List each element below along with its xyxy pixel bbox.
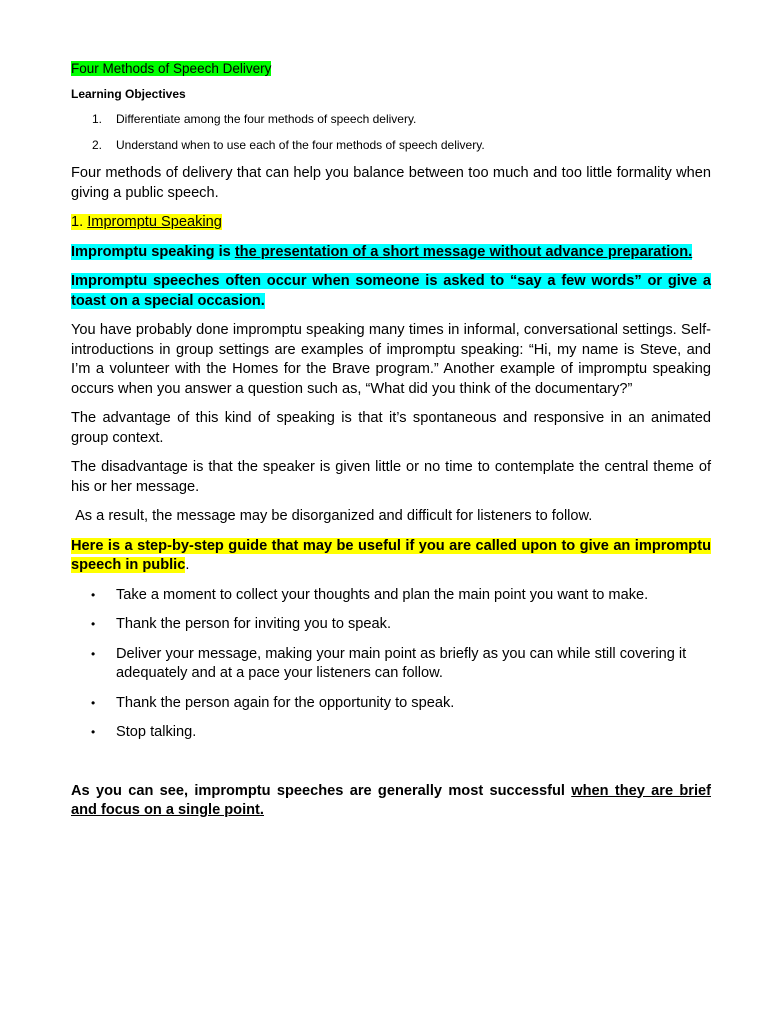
list-item xyxy=(71,112,711,127)
list-number: 2. xyxy=(92,138,103,152)
learning-objectives-heading: Learning Objectives xyxy=(71,87,186,101)
section-heading xyxy=(71,213,711,233)
occurrence-paragraph xyxy=(71,272,711,311)
list-item-text: Stop talking. xyxy=(116,724,197,740)
guide-intro-paragraph xyxy=(71,537,711,576)
steps-list xyxy=(71,586,711,743)
conclusion-end: . xyxy=(259,802,264,818)
body-paragraph: As a result, the message may be disorganized and difficult for listeners to follow. xyxy=(71,508,593,524)
section-title: Impromptu Speaking xyxy=(87,214,222,230)
list-item-text: Differentiate among the four methods of speech delivery. xyxy=(116,112,417,126)
definition-highlight xyxy=(71,244,692,260)
list-item-text: Thank the person for inviting you to speak. xyxy=(116,616,392,632)
body-paragraph: You have probably done impromptu speaking many times in informal, conversational settings. Self-introductions in group settings are examples of impromptu speaking: “Hi, my name is Steve, and I’m a volunteer with the Homes for the Brave program.” Another example of impromptu speaking occurs when you answer a question such as, “What did you think of the documentary?” xyxy=(71,322,711,397)
guide-intro-end: . xyxy=(185,557,190,573)
definition-lead: Impromptu speaking is xyxy=(71,243,235,260)
section-number: 1. xyxy=(71,214,88,230)
definition-paragraph xyxy=(71,243,711,263)
occurrence-text: Impromptu speeches often occur when someone is asked to “say a few words” or give a toast on a special occasion. xyxy=(71,273,711,309)
list-item xyxy=(71,615,711,635)
conclusion-lead: As you can see, impromptu speeches are generally most successful xyxy=(71,782,572,799)
section-heading-highlight xyxy=(71,214,222,230)
list-item xyxy=(71,723,711,743)
conclusion-paragraph xyxy=(71,782,711,821)
list-item xyxy=(71,586,711,606)
list-number: 1. xyxy=(92,112,103,126)
list-item-text: Deliver your message, making your main point as briefly as you can while still covering it adequately and at a pace your listeners can follow. xyxy=(116,645,687,681)
bullet-icon: • xyxy=(91,646,96,661)
conclusion-underlined: when they are brief and focus on a single point xyxy=(71,782,711,818)
objectives-list xyxy=(71,112,711,153)
list-item xyxy=(71,645,711,684)
body-paragraph: The disadvantage is that the speaker is given little or no time to contemplate the central theme of his or her message. xyxy=(71,459,711,495)
definition-underlined: the presentation of a short message without advance preparation. xyxy=(234,243,693,260)
guide-intro-text: Here is a step-by-step guide that may be useful if you are called upon to give an impromptu speech in public xyxy=(71,537,711,573)
list-item-text: Thank the person again for the opportunity to speak. xyxy=(116,694,455,711)
bullet-icon: • xyxy=(91,695,96,710)
bullet-icon: • xyxy=(91,617,96,631)
spacer xyxy=(71,753,711,782)
document-title xyxy=(71,60,711,78)
intro-paragraph: Four methods of delivery that can help you balance between too much and too little formality when giving a public speech. xyxy=(71,165,711,201)
bullet-icon: • xyxy=(91,725,96,739)
body-paragraph: The advantage of this kind of speaking is that it’s spontaneous and responsive in an animated group context. xyxy=(71,410,711,446)
list-item-text: Understand when to use each of the four methods of speech delivery. xyxy=(116,138,485,152)
list-item xyxy=(71,694,711,714)
list-item-text: Take a moment to collect your thoughts and plan the main point you want to make. xyxy=(116,586,649,603)
bullet-icon: • xyxy=(91,587,96,602)
list-item xyxy=(71,138,711,153)
document-title-text: Four Methods of Speech Delivery xyxy=(71,61,272,76)
